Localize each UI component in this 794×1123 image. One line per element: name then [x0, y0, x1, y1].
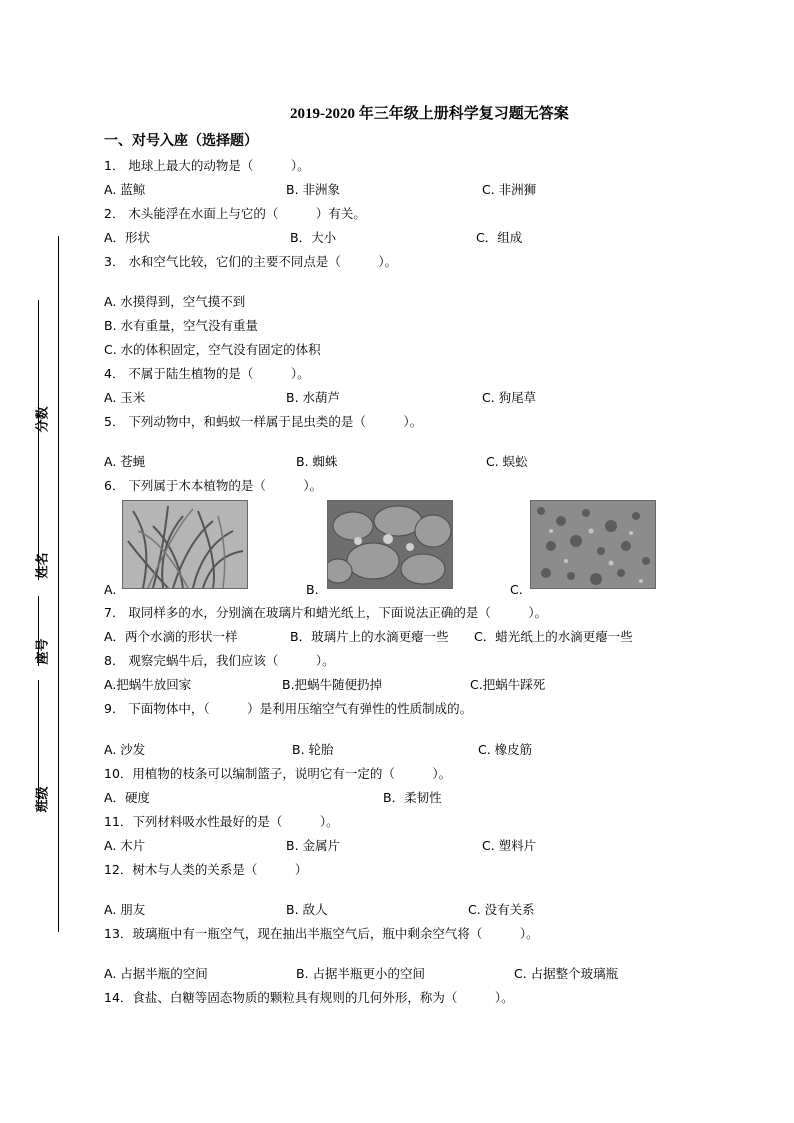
q10-option-a: A．硬度 — [104, 790, 151, 805]
moss-plant-photo — [530, 500, 656, 589]
q8-option-a: A.把蜗牛放回家 — [104, 677, 192, 692]
q9-option-c: C. 橡皮筋 — [478, 742, 533, 757]
q9-option-b: B. 轮胎 — [292, 742, 334, 757]
question-10: 10．用植物的枝条可以编制篮子，说明它有一定的（ ）。 — [104, 766, 452, 781]
q6-option-c: C. — [510, 582, 523, 597]
q10-option-b: B．柔韧性 — [383, 790, 442, 805]
q11-option-c: C. 塑料片 — [482, 838, 537, 853]
question-3: 3． 水和空气比较，它们的主要不同点是（ ）。 — [104, 254, 398, 269]
q8-option-b: B.把蜗牛随便扔掉 — [282, 677, 383, 692]
q13-option-b: B. 占据半瓶更小的空间 — [296, 966, 426, 981]
q8-option-c: C.把蜗牛踩死 — [470, 677, 546, 692]
question-6: 6． 下列属于木本植物的是（ ）。 — [104, 478, 323, 493]
q3-option-b: B. 水有重量，空气没有重量 — [104, 318, 259, 333]
name-label: 姓名 — [35, 552, 51, 579]
q13-option-c: C. 占据整个玻璃瓶 — [514, 966, 619, 981]
binding-line — [58, 236, 59, 932]
q3-option-c: C. 水的体积固定，空气没有固定的体积 — [104, 342, 321, 357]
question-1: 1． 地球上最大的动物是（ ）。 — [104, 158, 310, 173]
q6-option-b: B. — [306, 582, 319, 597]
score-label: 分数 — [35, 406, 51, 433]
q5-option-b: B. 蜘蛛 — [296, 454, 338, 469]
question-14: 14．食盐、白糖等固态物质的颗粒具有规则的几何外形，称为（ ）。 — [104, 990, 514, 1005]
page-title: 2019-2020 年三年级上册科学复习题无答案 — [290, 106, 569, 122]
question-8: 8． 观察完蜗牛后，我们应该（ ）。 — [104, 653, 335, 668]
q3-option-a: A. 水摸得到，空气摸不到 — [104, 294, 246, 309]
q12-option-a: A. 朋友 — [104, 902, 146, 917]
q4-option-b: B. 水葫芦 — [286, 390, 341, 405]
q13-option-a: A. 占据半瓶的空间 — [104, 966, 208, 981]
q7-option-c: C．蜡光纸上的水滴更瘪一些 — [474, 629, 633, 644]
q4-option-c: C. 狗尾草 — [482, 390, 537, 405]
question-9: 9． 下面物体中，（ ）是利用压缩空气有弹性的性质制成的。 — [104, 701, 473, 716]
q11-option-b: B. 金属片 — [286, 838, 341, 853]
q5-option-c: C. 蜈蚣 — [486, 454, 528, 469]
q12-option-c: C. 没有关系 — [468, 902, 535, 917]
q12-option-b: B. 敌人 — [286, 902, 328, 917]
q7-option-a: A．两个水滴的形状一样 — [104, 629, 238, 644]
question-7: 7． 取同样多的水，分别滴在玻璃片和蜡光纸上，下面说法正确的是（ ）。 — [104, 605, 548, 620]
q2-option-a: A．形状 — [104, 230, 151, 245]
question-4: 4． 不属于陆生植物的是（ ）。 — [104, 366, 310, 381]
question-11: 11．下列材料吸水性最好的是（ ）。 — [104, 814, 339, 829]
section-heading: 一、对号入座（选择题） — [104, 133, 258, 149]
q1-option-b: B. 非洲象 — [286, 182, 341, 197]
question-5: 5． 下列动物中，和蚂蚁一样属于昆虫类的是（ ）。 — [104, 414, 423, 429]
leafy-plant-photo — [327, 500, 453, 589]
q11-option-a: A. 木片 — [104, 838, 146, 853]
q2-option-b: B．大小 — [290, 230, 337, 245]
question-13: 13．玻璃瓶中有一瓶空气，现在抽出半瓶空气后，瓶中剩余空气将（ ）。 — [104, 926, 539, 941]
q6-option-a: A. — [104, 582, 117, 597]
class-label: 班级 — [35, 786, 51, 813]
q2-option-c: C．组成 — [476, 230, 523, 245]
q1-option-a: A. 蓝鲸 — [104, 182, 146, 197]
q5-option-a: A. 苍蝇 — [104, 454, 146, 469]
q1-option-c: C. 非洲狮 — [482, 182, 537, 197]
q4-option-a: A. 玉米 — [104, 390, 146, 405]
q9-option-a: A. 沙发 — [104, 742, 146, 757]
q7-option-b: B．玻璃片上的水滴更瘪一些 — [290, 629, 449, 644]
grass-plant-photo — [122, 500, 248, 589]
question-12: 12．树木与人类的关系是（ ） — [104, 862, 308, 877]
question-2: 2． 木头能浮在水面上与它的（ ）有关。 — [104, 206, 366, 221]
seat-label: 座号 — [35, 638, 51, 665]
